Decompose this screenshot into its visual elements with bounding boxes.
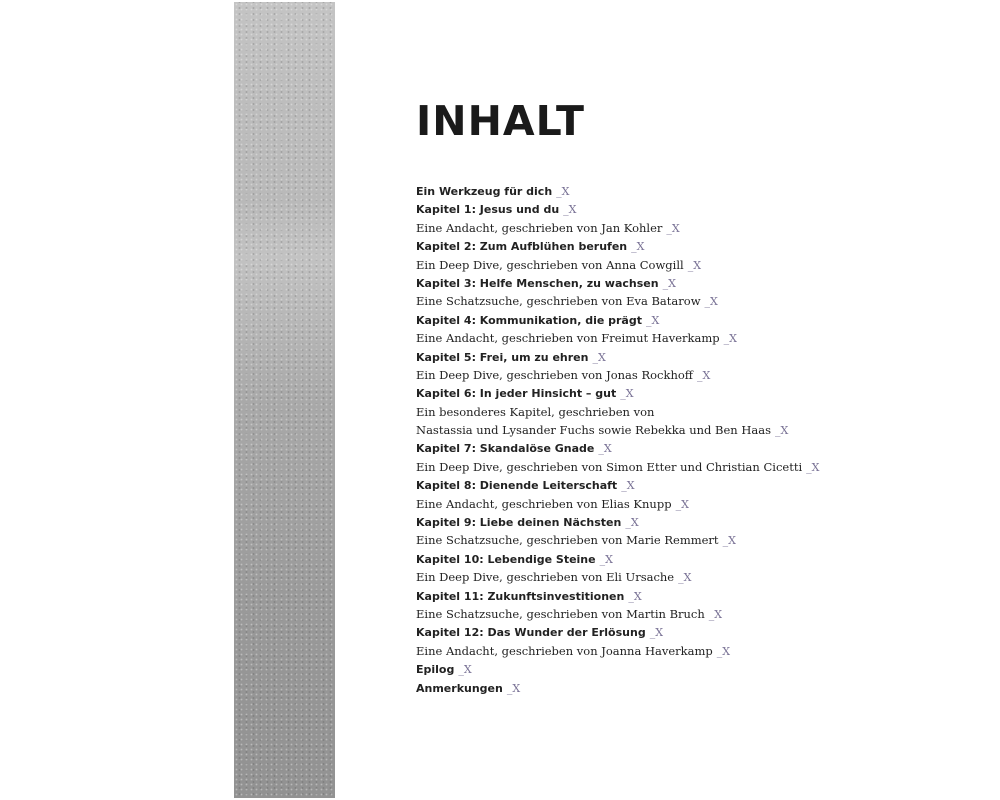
toc-entry-text: Eine Schatzsuche, geschrieben von Martin Bruch — [416, 606, 705, 621]
toc-entry-text: Ein Deep Dive, geschrieben von Eli Ursache — [416, 570, 675, 585]
toc-entry-heading — [416, 182, 976, 200]
page-number: _X — [806, 460, 820, 474]
toc-entry-text: Kapitel 5: Frei, um zu ehren — [416, 350, 589, 364]
toc-entry-text: Kapitel 7: Skandalöse Gnade — [416, 442, 595, 456]
decorative-texture-strip — [234, 2, 335, 798]
toc-entry-heading — [416, 587, 976, 605]
toc-entry-subtitle — [416, 256, 976, 274]
toc-entry-text: Ein besonderes Kapitel, geschrieben von — [416, 404, 655, 419]
toc-entry-heading — [416, 200, 976, 218]
toc-entry-heading — [416, 513, 976, 531]
toc-entry-heading — [416, 623, 976, 641]
toc-entry-text: Eine Schatzsuche, geschrieben von Eva Batarow — [416, 294, 701, 309]
toc-entry-text: Kapitel 8: Dienende Leiterschaft — [416, 479, 618, 493]
toc-entry-heading — [416, 550, 976, 568]
toc-entry-heading — [416, 660, 976, 678]
page-number: _X — [646, 313, 660, 327]
page-number: _X — [716, 644, 731, 658]
page-number: _X — [563, 203, 577, 217]
toc-entry-text: Nastassia und Lysander Fuchs sowie Rebekka und Ben Haas — [416, 423, 772, 438]
toc-entry-text: Epilog — [416, 663, 455, 677]
toc-entry-text: Kapitel 9: Liebe deinen Nächsten — [416, 516, 622, 530]
page-number: _X — [678, 571, 692, 585]
page-number: _X — [722, 534, 736, 548]
toc-entry-text: Eine Andacht, geschrieben von Elias Knupp — [416, 496, 672, 511]
page-number: _X — [775, 424, 789, 438]
page-number: _X — [696, 368, 711, 382]
toc-entry-text: Kapitel 10: Lebendige Steine — [416, 552, 596, 566]
page-number: _X — [662, 276, 676, 290]
page-number: _X — [458, 663, 472, 677]
page-number: _X — [675, 497, 689, 511]
toc-entry-heading — [416, 237, 976, 255]
toc-entry-text: Kapitel 4: Kommunikation, die prägt — [416, 313, 642, 327]
toc-entry-text: Kapitel 3: Helfe Menschen, zu wachsen — [416, 276, 659, 290]
toc-entry-subtitle — [416, 366, 976, 384]
page-number: _X — [704, 295, 718, 309]
toc-entry-text: Eine Schatzsuche, geschrieben von Marie Remmert — [416, 533, 719, 548]
page-number: _X — [628, 589, 642, 603]
page-number: _X — [598, 442, 612, 456]
page-number: _X — [666, 221, 680, 235]
page-number: _X — [556, 185, 570, 198]
toc-entry-text: Kapitel 6: In jeder Hinsicht – gut — [416, 387, 617, 401]
toc-entry-subtitle — [416, 329, 976, 347]
toc-entry-subtitle — [416, 421, 976, 439]
toc-entry-text: Eine Andacht, geschrieben von Jan Kohler — [416, 220, 663, 235]
toc-entry-heading — [416, 311, 976, 329]
page-number: _X — [708, 607, 723, 621]
page-number: _X — [723, 332, 737, 346]
toc-entry-text: Ein Deep Dive, geschrieben von Jonas Rockhoff — [416, 367, 693, 382]
toc-entry-text: Kapitel 1: Jesus und du — [416, 203, 560, 217]
page-title: INHALT — [416, 97, 585, 145]
toc-entry-subtitle — [416, 531, 976, 549]
page-number: _X — [621, 479, 635, 493]
toc-entry-heading — [416, 274, 976, 292]
toc-entry-text: Ein Werkzeug für dich — [416, 185, 553, 198]
page-number: _X — [599, 552, 613, 566]
toc-entry-text: Eine Andacht, geschrieben von Freimut Haverkamp — [416, 331, 720, 346]
toc-entry-subtitle — [416, 219, 976, 237]
page-number: _X — [506, 681, 521, 695]
toc-entry-heading — [416, 384, 976, 402]
toc-entry-subtitle — [416, 495, 976, 513]
toc-entry-subtitle — [416, 403, 976, 421]
toc-entry-text: Eine Andacht, geschrieben von Joanna Haverkamp — [416, 643, 713, 658]
toc-entry-subtitle — [416, 292, 976, 310]
toc-entry-heading — [416, 679, 976, 697]
page-number: _X — [625, 516, 639, 530]
toc-list — [416, 182, 976, 697]
toc-entry-heading — [416, 439, 976, 457]
page-number: _X — [631, 240, 645, 254]
toc-entry-text: Ein Deep Dive, geschrieben von Anna Cowgill — [416, 257, 684, 272]
toc-entry-heading — [416, 476, 976, 494]
toc-entry-text: Kapitel 2: Zum Aufblühen berufen — [416, 240, 628, 254]
toc-entry-text: Kapitel 12: Das Wunder der Erlösung — [416, 626, 646, 640]
toc-entry-text: Ein Deep Dive, geschrieben von Simon Etter und Christian Cicetti — [416, 459, 803, 474]
toc-entry-text: Anmerkungen — [416, 681, 503, 695]
toc-entry-heading — [416, 348, 976, 366]
toc-entry-subtitle — [416, 642, 976, 660]
page-number: _X — [649, 626, 664, 640]
toc-entry-subtitle — [416, 458, 976, 476]
page-number: _X — [687, 258, 702, 272]
page-number: _X — [620, 387, 634, 401]
page-number: _X — [592, 350, 606, 364]
toc-entry-subtitle — [416, 605, 976, 623]
toc-entry-subtitle — [416, 568, 976, 586]
toc-entry-text: Kapitel 11: Zukunftsinvestitionen — [416, 589, 625, 603]
table-of-contents — [416, 98, 976, 697]
